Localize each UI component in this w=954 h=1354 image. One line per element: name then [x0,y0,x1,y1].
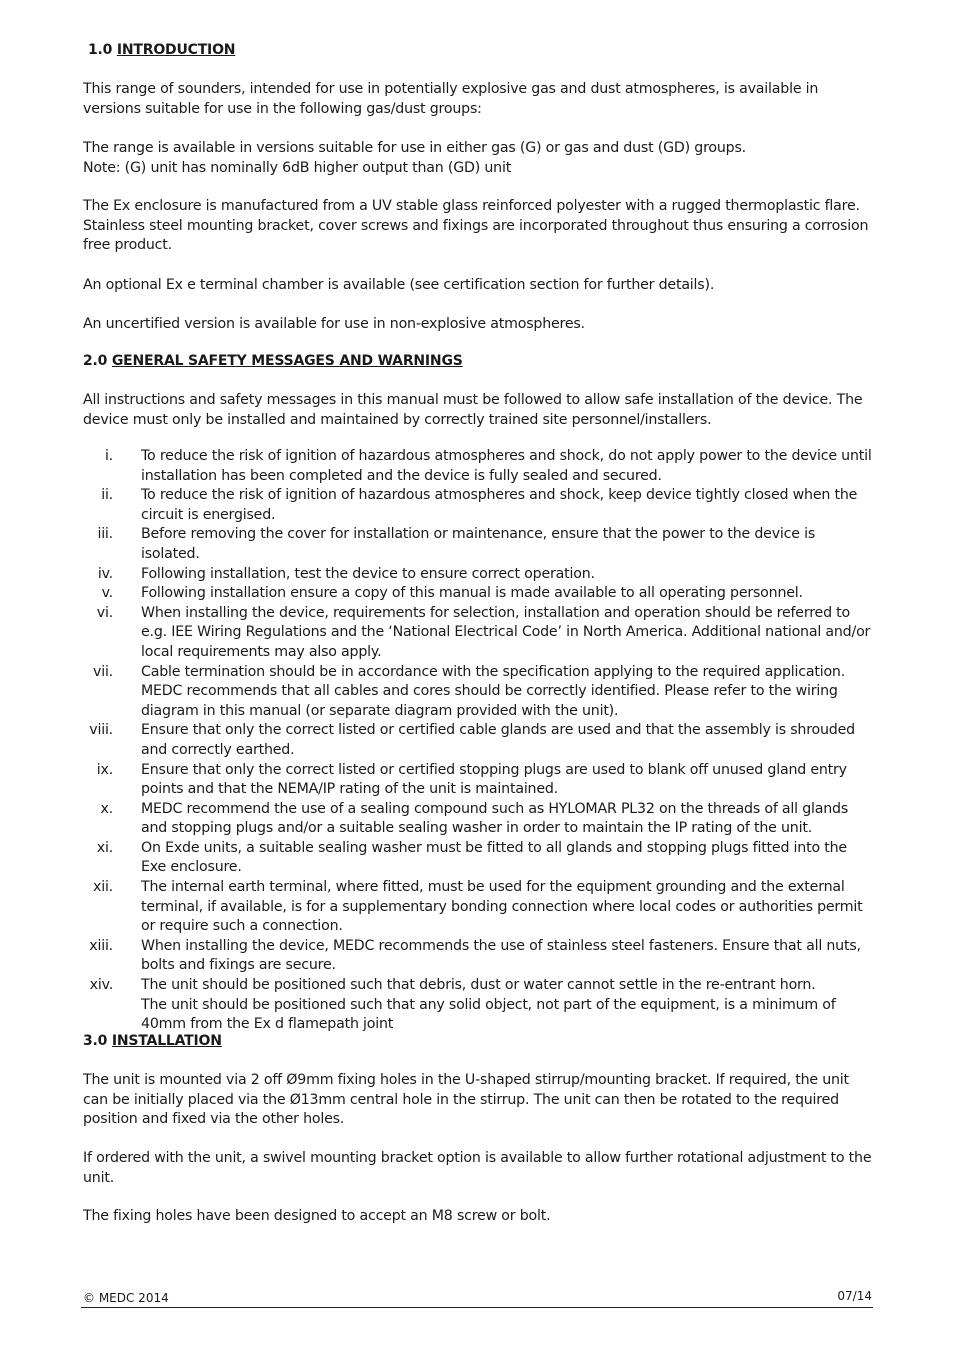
list-item [83,721,873,760]
paragraph: The fixing holes have been designed to accept an M8 screw or bolt. [83,1208,551,1224]
list-item-number: xiii. [89,937,113,954]
list-item-number: ix. [96,761,113,778]
section-heading-installation [83,1033,222,1049]
list-item-text: On Exde units, a suitable sealing washer must be fitted to all glands and stopping plugs fitted into the Exe enclosure. [141,839,847,876]
section-title: INSTALLATION [111,1033,222,1049]
list-item-number: xii. [93,879,113,896]
list-item-text: MEDC recommend the use of a sealing compound such as HYLOMAR PL32 on the threads of all glands and stopping plugs and/or a suitable sealing washer in order to maintain the IP rating of the unit. [141,800,849,837]
list-item-text: Following installation ensure a copy of this manual is made available to all operating personnel. [141,585,803,602]
note-paragraph: Note: (G) unit has nominally 6dB higher output than (GD) unit [83,160,512,176]
paragraph: The range is available in versions suitable for use in either gas (G) or gas and dust (GD) groups. [83,140,746,156]
paragraph: The Ex enclosure is manufactured from a UV stable glass reinforced polyester with a rugged thermoplastic flare. Stainless steel mounting bracket, cover screws and fixings are incorporated throughout thus ensuring a corrosion free product. [83,198,869,254]
list-item-text: Following installation, test the device to ensure correct operation. [141,565,595,582]
list-item [83,976,873,1035]
section-number: 1.0 [88,42,113,58]
list-item-text: When installing the device, MEDC recommends the use of stainless steel fasteners. Ensure that all nuts, bolts and fixings are secure. [141,937,861,974]
list-item [83,584,873,604]
safety-warnings-list [83,447,873,1035]
list-item-number: xi. [96,839,113,856]
list-item-number: v. [101,585,113,602]
list-item [83,937,873,976]
list-item-number: iii. [97,526,113,543]
list-item [83,525,873,564]
section-title: GENERAL SAFETY MESSAGES AND WARNINGS [111,353,463,369]
paragraph: An uncertified version is available for use in non-explosive atmospheres. [83,316,585,332]
list-item-number: ii. [101,487,113,504]
list-item-number: iv. [97,565,113,582]
list-item-number: vii. [93,663,113,680]
list-item [83,761,873,800]
list-item-number: vi. [96,604,113,621]
list-item-text: When installing the device, requirements for selection, installation and operation should be referred to e.g. IEE Wiring Regulations and the ‘National Electrical Code’ in North America. Additional national and/or local requirements may also apply. [141,604,871,660]
list-item-text: Ensure that only the correct listed or certified stopping plugs are used to blank off unused gland entry points and that the NEMA/IP rating of the unit is maintained. [141,761,847,798]
list-item [83,663,873,722]
list-item [83,800,873,839]
list-item-number: viii. [89,722,113,739]
list-item [83,604,873,663]
list-item-text: Before removing the cover for installation or maintenance, ensure that the power to the device is isolated. [141,526,816,562]
list-item-text: The unit should be positioned such that debris, dust or water cannot settle in the re-entrant horn. [141,977,816,994]
list-item-text: The internal earth terminal, where fitted, must be used for the equipment grounding and the external terminal, if available, is for a supplementary bonding connection where local codes or authorities permit or require such a connection. [141,879,863,935]
list-item [83,878,873,937]
list-item [83,839,873,878]
paragraph: The unit is mounted via 2 off Ø9mm fixing holes in the U-shaped stirrup/mounting bracket. If required, the unit can be initially placed via the Ø13mm central hole in the stirrup. The unit can then be rotated to the required position and fixed via the other holes. [83,1072,849,1128]
list-item-extra-text: The unit should be positioned such that any solid object, not part of the equipment, is a minimum of 40mm from the Ex d flamepath joint [141,996,836,1033]
list-item-text: Ensure that only the correct listed or certified cable glands are used and that the assembly is shrouded and correctly earthed. [141,722,855,758]
list-item [83,486,873,525]
list-item-number: xiv. [89,977,113,994]
list-item-number: i. [104,448,113,464]
list-item-text: To reduce the risk of ignition of hazardous atmospheres and shock, keep device tightly closed when the circuit is energised. [141,487,858,523]
list-item-text: To reduce the risk of ignition of hazardous atmospheres and shock, do not apply power to the device until installation has been completed and the device is fully sealed and secured. [141,448,872,484]
footer-date: 07/14 [837,1289,872,1303]
paragraph: An optional Ex e terminal chamber is available (see certification section for further details). [83,277,715,293]
section-number: 2.0 [83,353,108,369]
section-number: 3.0 [83,1033,108,1049]
paragraph: This range of sounders, intended for use in potentially explosive gas and dust atmospheres, is available in versions suitable for use in the following gas/dust groups: [83,81,819,117]
section-heading-introduction [88,42,235,58]
footer-copyright: © MEDC 2014 [83,1291,169,1305]
list-item [83,447,873,486]
paragraph: If ordered with the unit, a swivel mounting bracket option is available to allow further rotational adjustment to the unit. [83,1150,872,1186]
section-title: INTRODUCTION [116,42,236,58]
list-item-text: Cable termination should be in accordance with the specification applying to the required application. MEDC recommends that all cables and cores should be correctly identified. Please refer to the wiring diagram in this manual (or separate diagram provided with the unit). [141,663,846,719]
section-heading-safety [83,353,463,369]
list-item-number: x. [100,800,113,817]
footer-divider [81,1307,873,1308]
list-item [83,565,873,585]
paragraph: All instructions and safety messages in this manual must be followed to allow safe installation of the device. The device must only be installed and maintained by correctly trained site personnel/installers. [83,392,863,428]
